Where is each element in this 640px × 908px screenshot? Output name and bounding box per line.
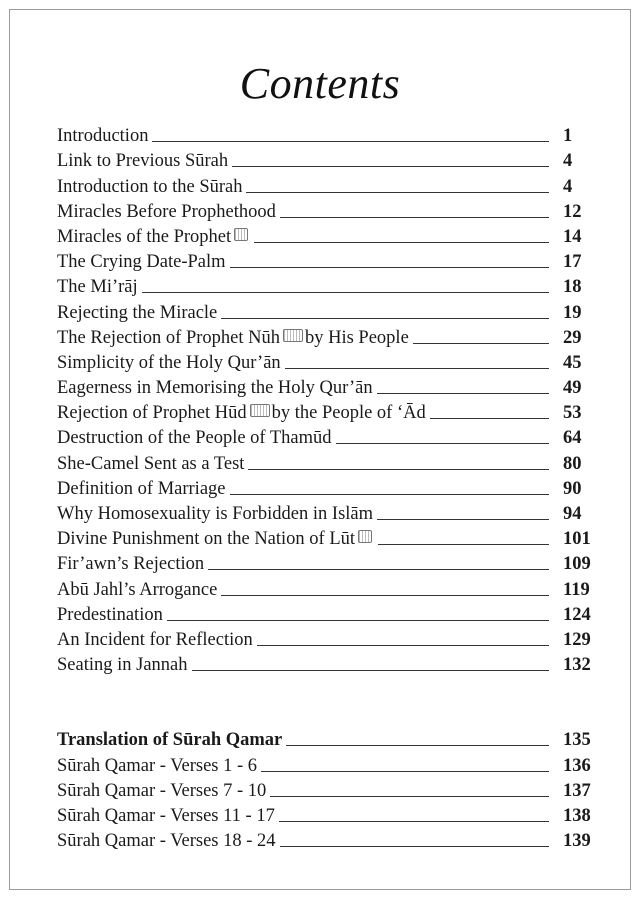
toc-page-number: 139	[563, 831, 591, 852]
toc-page-number: 138	[563, 805, 591, 826]
toc-entry[interactable]	[57, 575, 591, 600]
toc-entry[interactable]	[57, 726, 591, 751]
translation-entries-list	[57, 726, 591, 852]
leader-line	[377, 392, 549, 394]
toc-entry[interactable]	[57, 500, 591, 525]
toc-page-number: 135	[563, 730, 591, 751]
toc-entry-title	[57, 503, 373, 525]
toc-entry-title-text: Sūrah Qamar - Verses 7 - 10	[57, 780, 267, 801]
toc-entry-title	[57, 453, 244, 475]
leader-line	[279, 820, 549, 822]
page-title: Contents	[239, 59, 401, 108]
toc-entry-title-text: Miracles Before Prophethood	[57, 201, 276, 222]
toc-entry[interactable]	[57, 122, 591, 147]
toc-page-number: 18	[563, 277, 582, 298]
toc-page-number: 14	[563, 226, 582, 247]
section-spacer	[57, 676, 591, 726]
toc-entry[interactable]	[57, 827, 591, 852]
toc-page-number: 109	[563, 554, 591, 575]
toc-entry-title-text: Predestination	[57, 604, 163, 625]
toc-page-number: 132	[563, 655, 591, 676]
toc-page-number: 94	[563, 504, 582, 524]
toc-entry[interactable]	[57, 751, 591, 776]
toc-page-number: 124	[563, 604, 591, 625]
toc-entry-title-continuation: by the People of ‘Ād	[271, 403, 426, 424]
toc-entry-title-text: The Crying Date-Palm	[57, 252, 226, 273]
toc-entry-title-text: Rejection of Prophet Hūd	[57, 403, 247, 424]
leader-line	[377, 518, 549, 520]
toc-entry-title	[57, 150, 228, 172]
toc-page-number: 64	[563, 428, 582, 449]
leader-line	[378, 543, 549, 545]
toc-entry-title-text: Definition of Marriage	[57, 478, 226, 499]
toc-entry-title-text: Destruction of the People of Thamūd	[57, 428, 332, 449]
toc-entry-title	[57, 528, 374, 550]
toc-entry-title-text: The Mi’rāj	[57, 277, 138, 298]
toc-page-number: 19	[563, 302, 582, 323]
toc-page-number: 90	[563, 478, 582, 499]
toc-entry[interactable]	[57, 626, 591, 651]
leader-line	[230, 493, 550, 495]
toc-entry-title	[57, 402, 426, 424]
toc-entry-title-text: She-Camel Sent as a Test	[57, 453, 245, 474]
toc-entry[interactable]	[57, 273, 591, 298]
toc-entry[interactable]	[57, 550, 591, 575]
leader-line	[248, 468, 549, 470]
toc-entry[interactable]	[57, 449, 591, 474]
toc-entry-title	[57, 327, 409, 349]
toc-entry-title	[57, 377, 373, 399]
toc-page-number: 80	[563, 453, 582, 474]
salutation-symbol-icon	[234, 228, 248, 241]
leader-line	[167, 619, 549, 621]
toc-page-number: 45	[563, 352, 582, 373]
toc-page-number: 119	[563, 579, 590, 600]
toc-entry-title-text: Fir’awn’s Rejection	[57, 554, 205, 575]
toc-entry-title	[57, 629, 253, 651]
toc-entry-title-text: The Rejection of Prophet Nūh	[57, 327, 280, 348]
toc-entry-title	[57, 780, 266, 802]
toc-entry[interactable]	[57, 399, 591, 424]
leader-line	[280, 845, 549, 847]
toc-entry-title-text: Link to Previous Sūrah	[57, 151, 229, 172]
toc-entry[interactable]	[57, 374, 591, 399]
leader-line	[280, 216, 549, 218]
toc-entry-title-text: An Incident for Reflection	[57, 629, 253, 650]
toc-page-number: 137	[563, 780, 591, 801]
leader-line	[261, 770, 549, 772]
toc-entry-title-text: Seating in Jannah	[57, 655, 188, 676]
toc-entry-title	[57, 226, 250, 248]
toc-entry[interactable]	[57, 298, 591, 323]
toc-entry-title-text: Sūrah Qamar - Verses 18 - 24	[57, 831, 276, 852]
toc-entry[interactable]	[57, 223, 591, 248]
toc-entry-title	[57, 176, 242, 198]
toc-entry-title	[57, 427, 332, 449]
toc-page-number: 12	[563, 201, 582, 222]
toc-entry-title-text: Eagerness in Memorising the Holy Qur’ān	[57, 378, 373, 399]
toc-entry[interactable]	[57, 324, 591, 349]
leader-line	[270, 795, 549, 797]
leader-line	[230, 266, 549, 268]
toc-entry[interactable]	[57, 248, 591, 273]
toc-entry-title-text: Abū Jahl’s Arrogance	[57, 579, 218, 600]
toc-page-number: 17	[563, 252, 582, 273]
leader-line	[221, 594, 549, 596]
toc-entry-title	[57, 352, 281, 374]
toc-entry-title	[57, 654, 188, 676]
toc-entry-title	[57, 579, 217, 601]
toc-entry[interactable]	[57, 349, 591, 374]
toc-entry[interactable]	[57, 147, 591, 172]
toc-entry[interactable]	[57, 601, 591, 626]
toc-page-number: 29	[563, 327, 582, 348]
leader-line	[285, 367, 549, 369]
toc-entry-title	[57, 755, 257, 777]
toc-page-number: 4	[563, 176, 573, 197]
toc-entry[interactable]	[57, 651, 591, 676]
toc-entry-title	[57, 553, 204, 575]
leader-line	[413, 342, 549, 344]
toc-entry[interactable]	[57, 525, 591, 550]
leader-line	[430, 417, 549, 419]
toc-entry-title	[57, 805, 275, 827]
leader-line	[192, 669, 549, 671]
document-page	[9, 9, 631, 890]
toc-entry-title	[57, 251, 226, 273]
salutation-symbol-icon	[250, 404, 270, 417]
toc-entry-title	[57, 125, 148, 147]
main-entries-list	[57, 122, 591, 676]
toc-entry-title-text: Divine Punishment on the Nation of Lūt	[57, 529, 356, 550]
toc-page-number: 101	[563, 529, 591, 550]
toc-entry[interactable]	[57, 424, 591, 449]
toc-entry-title-text: Introduction to the Sūrah	[57, 176, 243, 197]
leader-line	[336, 442, 549, 444]
leader-line	[254, 241, 549, 243]
toc-entry-title-text: Miracles of the Prophet	[57, 226, 232, 247]
leader-line	[208, 568, 549, 570]
toc-page-number: 4	[563, 151, 573, 172]
toc-entry[interactable]	[57, 777, 591, 802]
leader-line	[286, 744, 549, 746]
leader-line	[142, 291, 549, 293]
toc-entry-title-continuation: by His People	[304, 327, 409, 348]
toc-page-number: 136	[563, 755, 591, 776]
toc-entry-title	[57, 604, 163, 626]
toc-entry-title	[57, 830, 276, 852]
toc-entry-title-text: Why Homosexuality is Forbidden in Islām	[57, 504, 374, 524]
toc-entry-title-text: Translation of Sūrah Qamar	[57, 730, 283, 751]
table-of-contents	[57, 122, 591, 852]
toc-page-number: 1	[563, 126, 573, 147]
toc-entry-title	[57, 729, 282, 751]
toc-entry-title-text: Simplicity of the Holy Qur’ān	[57, 352, 281, 373]
toc-entry[interactable]	[57, 172, 591, 197]
salutation-symbol-icon	[358, 530, 372, 543]
toc-page-number: 49	[563, 378, 582, 399]
leader-line	[232, 165, 549, 167]
salutation-symbol-icon	[283, 329, 303, 342]
toc-entry-title	[57, 302, 217, 324]
toc-entry-title-text: Sūrah Qamar - Verses 1 - 6	[57, 755, 258, 776]
leader-line	[257, 644, 549, 646]
toc-entry-title	[57, 201, 276, 223]
toc-entry[interactable]	[57, 475, 591, 500]
toc-entry-title-text: Sūrah Qamar - Verses 11 - 17	[57, 805, 275, 826]
toc-page-number: 53	[563, 403, 582, 424]
toc-entry-title	[57, 478, 226, 500]
toc-entry-title-text: Introduction	[57, 126, 149, 147]
toc-entry[interactable]	[57, 198, 591, 223]
toc-entry-title-text: Rejecting the Miracle	[57, 302, 218, 323]
leader-line	[246, 191, 549, 193]
leader-line	[221, 317, 549, 319]
toc-entry-title	[57, 276, 138, 298]
toc-page-number: 129	[563, 629, 591, 650]
toc-entry[interactable]	[57, 802, 591, 827]
leader-line	[152, 140, 549, 142]
